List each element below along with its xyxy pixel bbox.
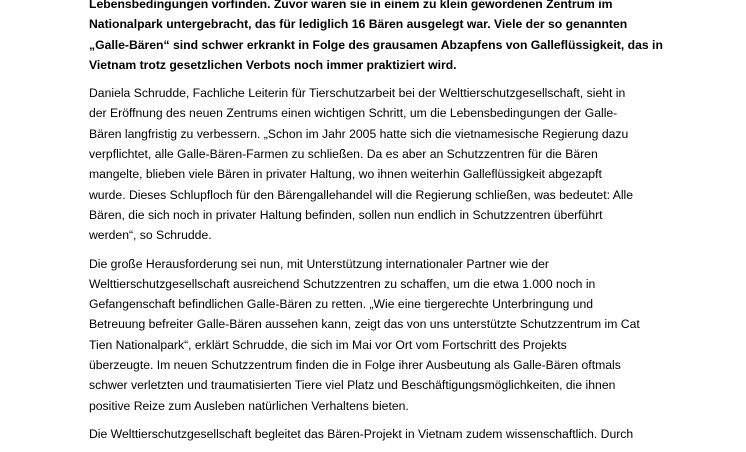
body-paragraph-challenge bbox=[89, 254, 669, 416]
text-line: schwer verletzten und traumatisierten Tiere viel Platz und Beschäftigungsmöglichkeiten, die ihnen bbox=[89, 378, 616, 393]
text-line: Betreuung befreiter Galle-Bären aussehen kann, zeigt das von uns unterstützte Schutzzentrum im Cat bbox=[89, 317, 640, 332]
body-paragraph-schrudde-statement bbox=[89, 83, 669, 245]
text-line: Daniela Schrudde, Fachliche Leiterin für Tierschutzarbeit bei der Welttierschutzgesellschaft, sieht in bbox=[89, 86, 626, 101]
text-line: verpflichtet, alle Galle-Bären-Farmen zu schließen. Da es aber an Schutzzentren für die Bären bbox=[89, 147, 598, 162]
text-line: Gefangenschaft befindlichen Galle-Bären zu retten. „Wie eine tiergerechte Unterbringung und bbox=[89, 297, 594, 312]
text-line: Die Welttierschutzgesellschaft begleitet das Bären-Projekt in Vietnam zudem wissenschaftlich. Durch bbox=[89, 426, 634, 441]
text-line: Tien Nationalpark“, erklärt Schrudde, die sich im Mai vor Ort vom Fortschritt des Projekts bbox=[89, 337, 567, 352]
lead-paragraph bbox=[89, 0, 669, 75]
body-paragraph-research bbox=[89, 424, 669, 444]
text-line: Die große Herausforderung sei nun, mit Unterstützung internationaler Partner wie der bbox=[89, 256, 549, 271]
text-line: der Eröffnung des neuen Zentrums einen wichtigen Schritt, um die Lebensbedingungen der Galle- bbox=[89, 106, 618, 121]
text-line: Nationalpark untergebracht, das für lediglich 16 Bären ausgelegt war. Viele der so genannten bbox=[89, 17, 628, 32]
text-line: Welttierschutzgesellschaft ausreichend Schutzzentren zu schaffen, um die etwa 1.000 noch in bbox=[89, 276, 596, 291]
text-line: mangelte, blieben viele Bären in privater Haltung, wo ihnen weiterhin Galleflüssigkeit abgezapft bbox=[89, 167, 602, 182]
text-line: positive Reize zum Ausleben natürlichen Verhaltens bieten. bbox=[89, 398, 409, 413]
text-line: Bären langfristig zu verbessern. „Schon im Jahr 2005 hatte sich die vietnamesische Regierung dazu bbox=[89, 126, 629, 141]
text-line: überzeugte. Im neuen Schutzzentrum finden die in Folge ihrer Ausbeutung als Galle-Bären oftmals bbox=[89, 358, 621, 373]
text-line: Bären, die sich noch in privater Haltung befinden, sollen nun endlich in Schutzzentren überführt bbox=[89, 207, 603, 222]
document-body bbox=[89, 0, 669, 452]
text-line: „Galle-Bären“ sind schwer erkrankt in Folge des grausamen Abzapfens von Galleflüssigkeit, das in bbox=[89, 37, 663, 52]
text-line: wurde. Dieses Schlupfloch für den Bärengallehandel will die Regierung schließen, was bedeutet: Alle bbox=[89, 187, 634, 202]
text-line: Lebensbedingungen vorfinden. Zuvor waren sie in einem zu klein gewordenen Zentrum im bbox=[89, 0, 613, 11]
text-line: werden“, so Schrudde. bbox=[89, 228, 212, 243]
text-line: Vietnam trotz gesetzlichen Verbots noch immer praktiziert wird. bbox=[89, 57, 457, 72]
